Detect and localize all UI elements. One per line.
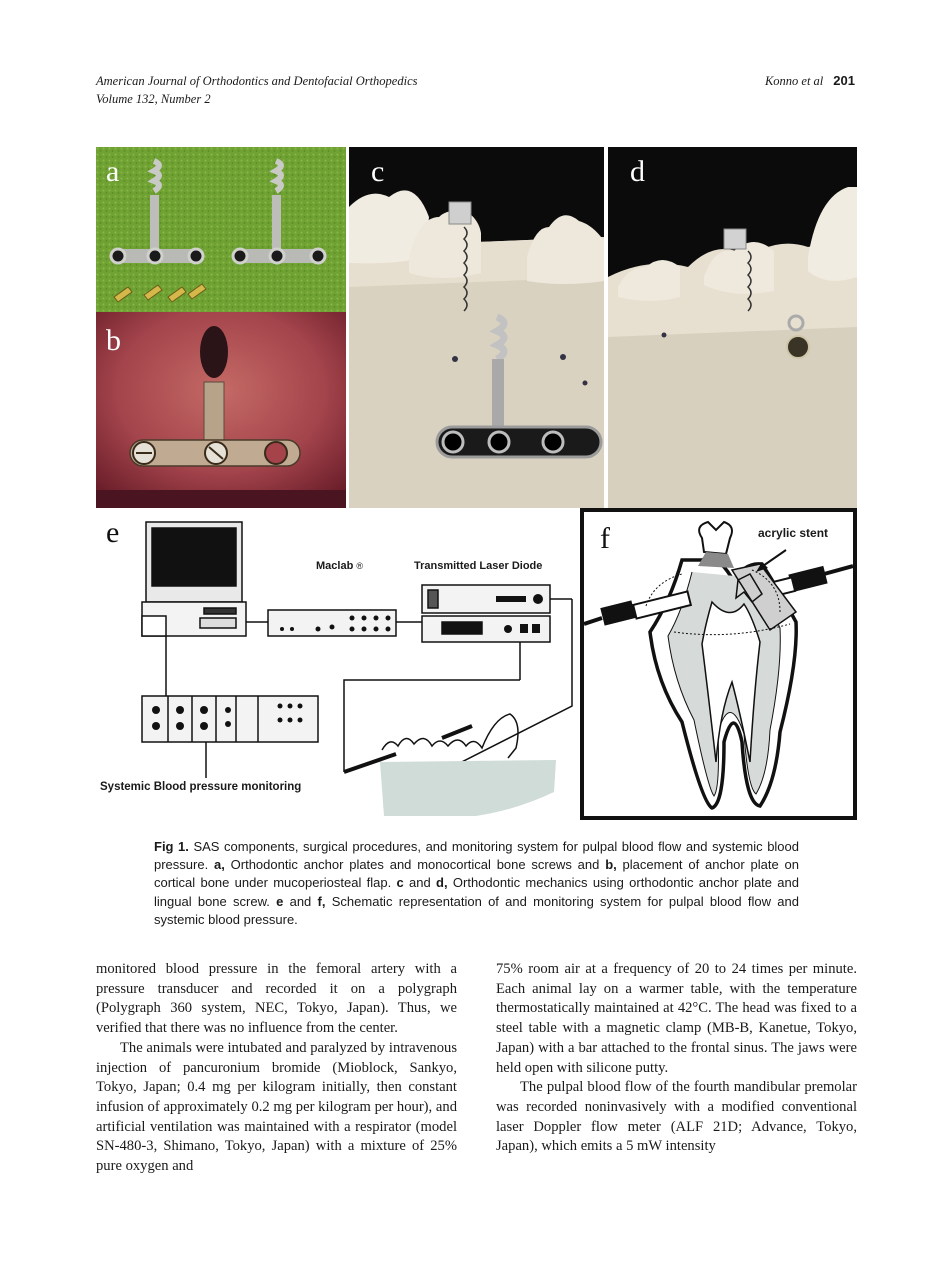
orthodontic-mechanics-photo-d xyxy=(608,147,857,508)
body-paragraph: The pulpal blood flow of the fourth mandibular premolar was recorded noninvasively with a modified conventional laser Doppler flow meter (ALF 21D; Advance, Tokyo, Japan), which emits a 5 mW intensity xyxy=(496,1079,857,1155)
figure-panel-e xyxy=(96,510,578,820)
running-header-left xyxy=(96,72,418,108)
panel-label-b: b xyxy=(106,324,121,357)
body-column-right xyxy=(496,960,857,1157)
figure-panel-a xyxy=(96,147,346,312)
anchor-plates-photo xyxy=(96,147,346,312)
caption-fig-number: Fig 1. xyxy=(154,839,189,854)
figure-caption: Fig 1. SAS components, surgical procedures, and monitoring system for pulpal blood flow and systemic blood pressure. a, Orthodontic anchor plates and monocortical bone screws and b, placement of anchor plate on cortical bone under mucoperiosteal flap. c and d, Orthodontic mechanics using orthodontic anchor plate and lingual bone screw. e and f, Schematic representation of and monitoring system for pulpal blood flow and systemic blood pressure. xyxy=(154,839,800,927)
panel-label-c: c xyxy=(371,155,385,188)
body-paragraph: 75% room air at a frequency of 20 to 24 times per minute. Each animal lay on a warmer table, with the temperature thermostatically maintained at 42°C. The head was fixed to a steel table with a magnetic clamp (MB-B, Kanetue, Tokyo, Japan) with a bar attached to the frontal sinus. The jaws were held open with silicone putty. xyxy=(496,961,857,1076)
running-header-right xyxy=(765,72,855,90)
journal-volume: Volume 132, Number 2 xyxy=(96,92,211,106)
figure-panel-b xyxy=(96,312,346,508)
journal-name: American Journal of Orthodontics and Dentofacial Orthopedics xyxy=(96,74,418,88)
orthodontic-mechanics-photo-c xyxy=(349,147,604,508)
body-paragraph: The animals were intubated and paralyzed by intravenous injection of pancuronium bromide (Mioblock, Sankyo, Tokyo, Japan; 0.4 mg per kilogram initially, then constant infusion of approximately 0.2 mg per kilogram per hour), and artificial ventilation was maintained with a respirator (model SN-480-3, Shimano, Tokyo, Japan) with a mixture of 25% pure oxygen and xyxy=(96,1039,457,1175)
maclab-label: Maclab ® xyxy=(316,560,363,572)
surgical-placement-photo xyxy=(96,312,346,508)
body-paragraph: monitored blood pressure in the femoral artery with a pressure transducer and recorded it on a polygraph (Polygraph 360 system, NEC, Tokyo, Japan). Thus, we verified that there was no influence from the center. xyxy=(96,961,457,1037)
page-number: 201 xyxy=(833,73,855,88)
monitoring-system-diagram xyxy=(96,510,578,820)
figure-panel-f xyxy=(580,508,857,820)
body-column-left xyxy=(96,960,457,1177)
author-line: Konno et al xyxy=(764,74,824,88)
panel-label-f: f xyxy=(600,522,610,555)
panel-label-a: a xyxy=(106,155,120,188)
acrylic-stent-label: acrylic stent xyxy=(758,526,829,540)
panel-label-d: d xyxy=(630,155,645,188)
panel-label-e: e xyxy=(106,516,120,549)
laser-diode-label: Transmitted Laser Diode xyxy=(414,560,543,572)
figure-panel-c xyxy=(349,147,604,508)
blood-pressure-label: Systemic Blood pressure monitoring xyxy=(100,781,302,793)
figure-panel-d xyxy=(608,147,857,508)
tooth-schematic-diagram xyxy=(584,512,853,816)
